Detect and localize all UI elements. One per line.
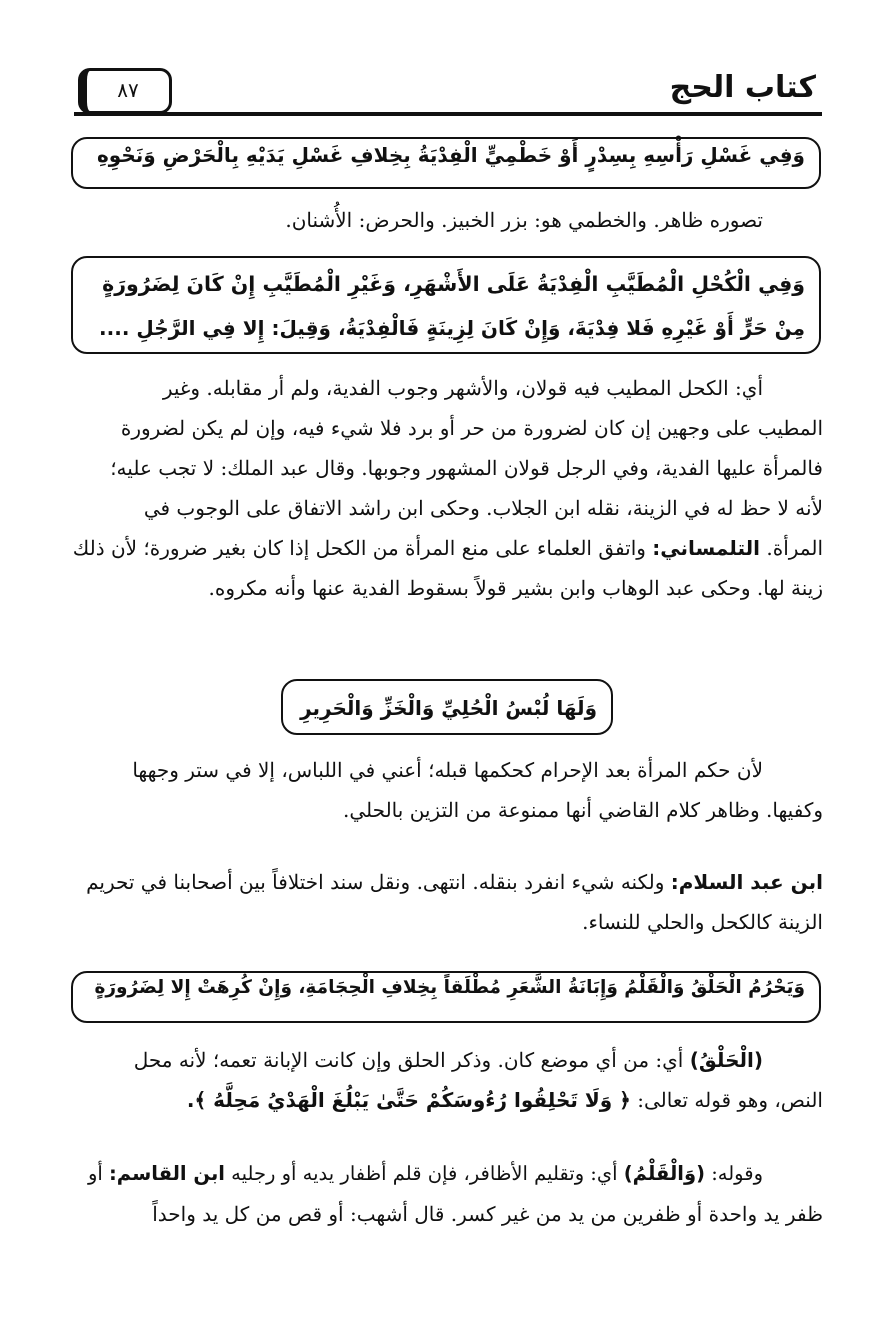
text-run: ولكنه شيء انفرد بنقله. انتهى. ونقل سند اختلافاً بين أصحابنا في تحريم bbox=[86, 870, 665, 894]
commentary-1 bbox=[73, 200, 823, 240]
matn-box-3 bbox=[281, 679, 613, 735]
commentary-2 bbox=[73, 368, 823, 608]
commentary-line: أي: الكحل المطيب فيه قولان، والأشهر وجوب الفدية، ولم أر مقابله. وغير bbox=[162, 376, 763, 400]
text-run: أي: وتقليم الأظافر، فإن قلم أظفار يديه أو رجليه bbox=[231, 1162, 618, 1185]
matn-box-1 bbox=[71, 137, 821, 189]
commentary-line: تصوره ظاهر. والخطمي هو: بزر الخبيز. والحرض: الأُشنان. bbox=[285, 208, 763, 232]
text-run: أو bbox=[87, 1162, 103, 1185]
commentary-line bbox=[73, 528, 823, 568]
commentary-6 bbox=[73, 1154, 823, 1234]
page-number: ٨٧ bbox=[78, 68, 172, 114]
commentary-line bbox=[73, 1040, 823, 1080]
text-run: أي: من أي موضع كان. وذكر الحلق وإن كانت الإبانة تعمه؛ لأنه محل bbox=[133, 1048, 684, 1072]
commentary-line: لأنه لا حظ له في الزينة، نقله ابن الجلاب. وحكى ابن راشد الاتفاق على الوجوب في bbox=[143, 496, 823, 520]
matn-box-4 bbox=[71, 971, 821, 1023]
matn-quote: (وَالْقَلْمُ) bbox=[623, 1162, 706, 1185]
matn-text: وَلَهَا لُبْسُ الْحُلِيِّ وَالْخَزِّ وَالْحَرِيرِ bbox=[300, 696, 597, 720]
book-title: كتاب الحج bbox=[669, 70, 816, 105]
commentary-line bbox=[73, 1154, 823, 1194]
commentary-line: المطيب على وجهين إن كان لضرورة من حر أو برد فلا شيء فيه، وإن لم يكن لضرورة bbox=[120, 416, 823, 440]
commentary-line bbox=[73, 1080, 823, 1120]
header-rule bbox=[74, 112, 822, 116]
commentary-line: ظفر يد واحدة أو ظفرين من يد من غير كسر. قال أشهب: أو قص من كل يد واحداً bbox=[152, 1202, 823, 1226]
text-run: المرأة. bbox=[766, 536, 823, 560]
commentary-line: فالمرأة عليها الفدية، وفي الرجل قولان المشهور وجوبها. وقال عبد الملك: لا تجب عليه؛ bbox=[110, 456, 823, 480]
scholar-label: التلمساني: bbox=[652, 536, 760, 560]
matn-line: وَفِي الْكُحْلِ الْمُطَيَّبِ الْفِدْيَةُ عَلَى الأَشْهَرِ، وَغَيْرِ الْمُطَيَّبِ إِنْ كَانَ لِضَرُورَةٍ bbox=[102, 272, 805, 296]
commentary-line bbox=[73, 862, 823, 902]
scholar-label: ابن عبد السلام: bbox=[670, 870, 823, 894]
commentary-4 bbox=[73, 862, 823, 942]
matn-text: وَفِي غَسْلِ رَأْسِهِ بِسِدْرٍ أَوْ خَطْمِيٍّ الْفِدْيَةُ بِخِلافِ غَسْلِ يَدَيْهِ بِالْحَرْضِ وَنَحْوِهِ bbox=[97, 143, 805, 167]
matn-quote: (الْحَلْقُ) bbox=[689, 1048, 763, 1072]
matn-box-2 bbox=[71, 256, 821, 354]
matn-text: وَيَحْرُمُ الْحَلْقُ وَالْقَلْمُ وَإِبَانَةُ الشَّعَرِ مُطْلَقاً بِخِلافِ الْحِجَامَةِ، وَإِنْ كُرِهَتْ إِلا لِضَرُورَةٍ bbox=[94, 977, 805, 998]
text-run: واتفق العلماء على منع المرأة من الكحل إذا كان بغير ضرورة؛ لأن ذلك bbox=[72, 536, 646, 560]
commentary-line: وكفيها. وظاهر كلام القاضي أنها ممنوعة من التزين بالحلي. bbox=[343, 798, 823, 822]
commentary-5 bbox=[73, 1040, 823, 1120]
commentary-line: زينة لها. وحكى عبد الوهاب وابن بشير قولاً بسقوط الفدية عنها وأنه مكروه. bbox=[208, 576, 823, 600]
commentary-3 bbox=[73, 750, 823, 830]
commentary-line: الزينة كالكحل والحلي للنساء. bbox=[582, 910, 823, 934]
text-run: النص، وهو قوله تعالى: bbox=[637, 1088, 823, 1112]
commentary-line: لأن حكم المرأة بعد الإحرام كحكمها قبله؛ أعني في اللباس، إلا في ستر وجهها bbox=[132, 758, 763, 782]
quran-verse: ﴿ وَلَا تَحْلِقُوا رُءُوسَكُمْ حَتَّىٰ يَبْلُغَ الْهَدْيُ مَحِلَّهُ ﴾. bbox=[186, 1088, 631, 1112]
matn-line: مِنْ حَرٍّ أَوْ غَيْرِهِ فَلا فِدْيَةَ، وَإِنْ كَانَ لِزِينَةٍ فَالْفِدْيَةُ، وَقِيلَ: إِلا فِي الرَّجُلِ .... bbox=[99, 316, 805, 340]
scholar-label: ابن القاسم: bbox=[108, 1162, 225, 1185]
page-header bbox=[74, 66, 822, 116]
text-run: وقوله: bbox=[711, 1162, 763, 1185]
